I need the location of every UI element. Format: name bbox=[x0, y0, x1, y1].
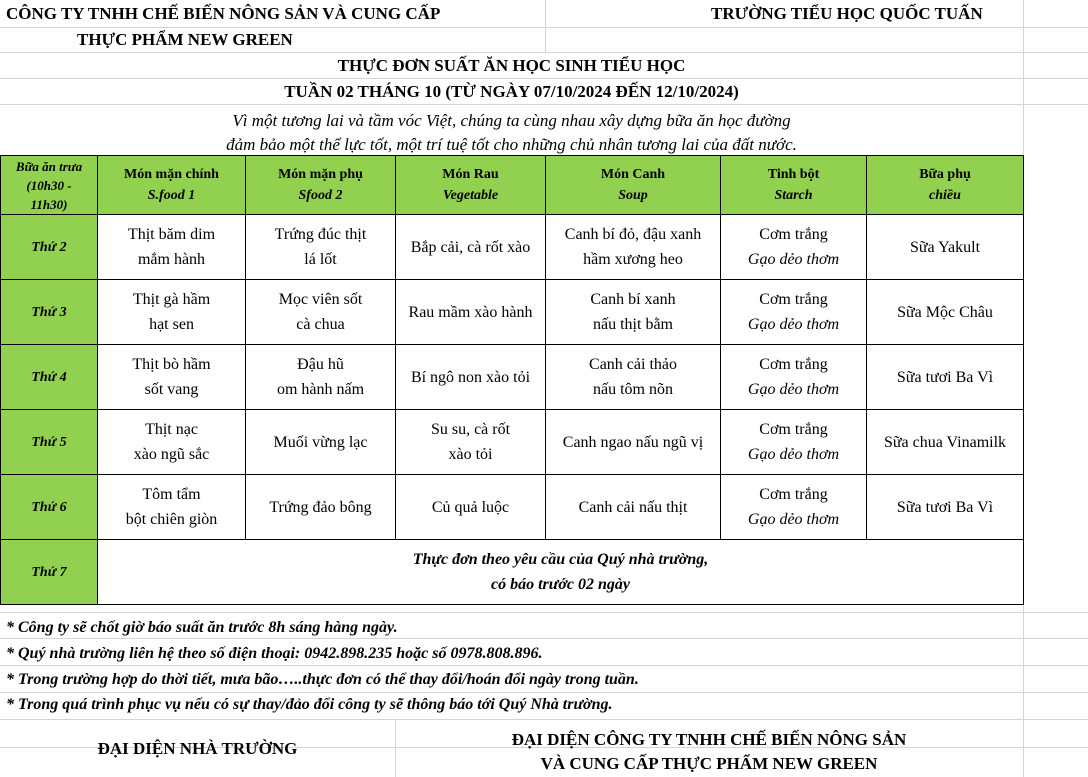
day-cell: Thứ 4 bbox=[1, 345, 98, 410]
main-dish-cell: Thịt nạc xào ngũ sắc bbox=[98, 410, 246, 475]
note-item: * Trong quá trình phục vụ nếu có sự thay/đảo đổi công ty sẽ thông báo tới Quý Nhà trường. bbox=[6, 696, 613, 713]
soup-cell: Canh bí xanh nấu thịt bằm bbox=[546, 280, 721, 345]
table-row bbox=[1, 345, 1024, 410]
company-name-line2: THỰC PHẨM NEW GREEN bbox=[77, 30, 293, 49]
main-dish-cell: Tôm tẩm bột chiên giòn bbox=[98, 475, 246, 540]
starch-cell: Cơm trắng Gạo dẻo thơm bbox=[721, 475, 867, 540]
side-dish-cell: Trứng đảo bông bbox=[246, 475, 396, 540]
column-header-starch: Tinh bột Starch bbox=[721, 156, 867, 215]
menu-title: THỰC ĐƠN SUẤT ĂN HỌC SINH TIỂU HỌC bbox=[337, 56, 686, 75]
table-row bbox=[1, 475, 1024, 540]
table-header-row bbox=[1, 156, 1024, 215]
soup-cell: Canh ngao nấu ngũ vị bbox=[546, 410, 721, 475]
vegetable-cell: Bí ngô non xào tỏi bbox=[396, 345, 546, 410]
snack-cell: Sữa tươi Ba Vì bbox=[867, 475, 1024, 540]
week-range: TUẦN 02 THÁNG 10 (TỪ NGÀY 07/10/2024 ĐẾN 12/10/2024) bbox=[284, 82, 739, 101]
starch-cell: Cơm trắng Gạo dẻo thơm bbox=[721, 280, 867, 345]
starch-cell: Cơm trắng Gạo dẻo thơm bbox=[721, 215, 867, 280]
column-header-lunch: Bữa ăn trưa (10h30 - 11h30) bbox=[1, 156, 98, 215]
side-dish-cell: Muối vừng lạc bbox=[246, 410, 396, 475]
note-item: * Trong trường hợp do thời tiết, mưa bão…..thực đơn có thể thay đổi/hoán đổi ngày trong tuần. bbox=[6, 671, 639, 688]
slogan-line2: đảm bảo một thể lực tốt, một trí tuệ tốt cho những chủ nhân tương lai của đất nước. bbox=[226, 135, 797, 154]
note-item: * Công ty sẽ chốt giờ báo suất ăn trước 8h sáng hàng ngày. bbox=[6, 619, 398, 636]
day-cell: Thứ 3 bbox=[1, 280, 98, 345]
table-row bbox=[1, 280, 1024, 345]
snack-cell: Sữa Yakult bbox=[867, 215, 1024, 280]
main-dish-cell: Thịt gà hầm hạt sen bbox=[98, 280, 246, 345]
vegetable-cell: Bắp cải, cà rốt xào bbox=[396, 215, 546, 280]
vegetable-cell: Rau mầm xào hành bbox=[396, 280, 546, 345]
table-row bbox=[1, 215, 1024, 280]
snack-cell: Sữa tươi Ba Vì bbox=[867, 345, 1024, 410]
snack-cell: Sữa chua Vinamilk bbox=[867, 410, 1024, 475]
column-header-side: Món mặn phụ Sfood 2 bbox=[246, 156, 396, 215]
starch-cell: Cơm trắng Gạo dẻo thơm bbox=[721, 345, 867, 410]
column-header-snack: Bữa phụ chiều bbox=[867, 156, 1024, 215]
note-item: * Quý nhà trường liên hệ theo số điện thoại: 0942.898.235 hoặc số 0978.808.896. bbox=[6, 645, 543, 662]
column-header-soup: Món Canh Soup bbox=[546, 156, 721, 215]
snack-cell: Sữa Mộc Châu bbox=[867, 280, 1024, 345]
main-dish-cell: Thịt bò hầm sốt vang bbox=[98, 345, 246, 410]
school-name: TRƯỜNG TIỂU HỌC QUỐC TUẤN bbox=[711, 4, 983, 23]
company-signature-line2: VÀ CUNG CẤP THỰC PHẨM NEW GREEN bbox=[540, 754, 878, 773]
side-dish-cell: Đậu hũ om hành nấm bbox=[246, 345, 396, 410]
slogan-line1: Vì một tương lai và tầm vóc Việt, chúng ta cùng nhau xây dựng bữa ăn học đường bbox=[232, 111, 791, 130]
vegetable-cell: Củ quả luộc bbox=[396, 475, 546, 540]
saturday-note-cell: Thực đơn theo yêu cầu của Quý nhà trường, có báo trước 02 ngày bbox=[98, 540, 1024, 605]
company-signature-line1: ĐẠI DIỆN CÔNG TY TNHH CHẾ BIẾN NÔNG SẢN bbox=[511, 730, 907, 749]
table-row bbox=[1, 410, 1024, 475]
day-cell: Thứ 2 bbox=[1, 215, 98, 280]
column-header-vegetable: Món Rau Vegetable bbox=[396, 156, 546, 215]
soup-cell: Canh bí đỏ, đậu xanh hầm xương heo bbox=[546, 215, 721, 280]
day-cell: Thứ 5 bbox=[1, 410, 98, 475]
soup-cell: Canh cải nấu thịt bbox=[546, 475, 721, 540]
day-cell: Thứ 7 bbox=[1, 540, 98, 605]
soup-cell: Canh cải thảo nấu tôm nõn bbox=[546, 345, 721, 410]
vegetable-cell: Su su, cà rốt xào tỏi bbox=[396, 410, 546, 475]
company-name-line1: CÔNG TY TNHH CHẾ BIẾN NÔNG SẢN VÀ CUNG CẤP bbox=[6, 4, 441, 23]
table-row-saturday bbox=[1, 540, 1024, 605]
side-dish-cell: Mọc viên sốt cà chua bbox=[246, 280, 396, 345]
column-header-main: Món mặn chính S.food 1 bbox=[98, 156, 246, 215]
school-signature-label: ĐẠI DIỆN NHÀ TRƯỜNG bbox=[97, 739, 298, 758]
day-cell: Thứ 6 bbox=[1, 475, 98, 540]
menu-table bbox=[0, 155, 1024, 605]
starch-cell: Cơm trắng Gạo dẻo thơm bbox=[721, 410, 867, 475]
side-dish-cell: Trứng đúc thịt lá lốt bbox=[246, 215, 396, 280]
main-dish-cell: Thịt băm dim mắm hành bbox=[98, 215, 246, 280]
